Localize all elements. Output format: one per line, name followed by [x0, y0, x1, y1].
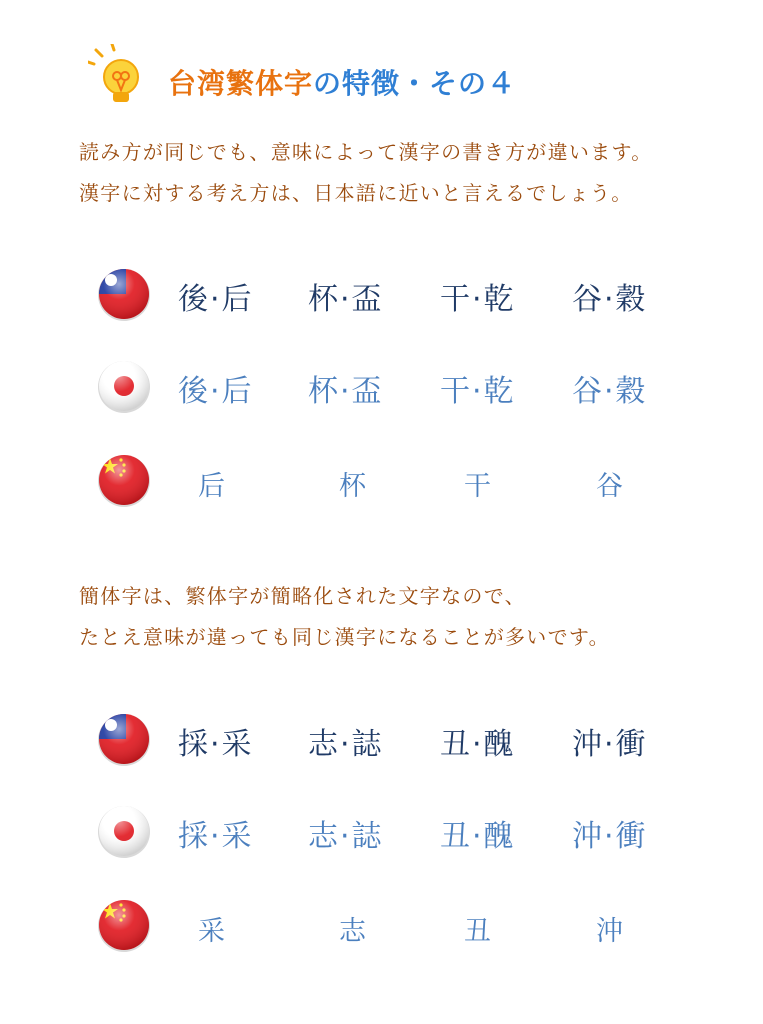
title-rest: の特徴・その４	[313, 67, 517, 100]
china-flag-icon	[96, 452, 152, 508]
glyph: 采	[198, 916, 227, 947]
glyph: 丑	[464, 916, 493, 947]
glyph-pair: 谷·穀	[572, 282, 648, 317]
taiwan-flag-icon	[96, 711, 152, 767]
glyph-pair: 干·乾	[440, 282, 516, 317]
explanation-paragraph-2	[79, 576, 610, 658]
title-highlight: 台湾繁体字	[168, 67, 314, 100]
paragraph-line: 漢字に対する考え方は、日本語に近いと言えるでしょう。	[79, 181, 633, 205]
glyph-pair: 杯·盃	[308, 374, 384, 409]
glyph-pair: 干·乾	[440, 374, 516, 409]
comparison-row-japan	[96, 803, 716, 859]
comparison-row-japan	[96, 358, 716, 414]
glyph: 干	[464, 471, 493, 502]
glyph: 后	[198, 471, 227, 502]
explanation-paragraph-1	[79, 132, 653, 214]
glyph-pair: 沖·衝	[572, 819, 648, 854]
glyph: 谷	[596, 471, 625, 502]
glyph: 志	[339, 916, 368, 947]
page-title	[168, 62, 516, 102]
glyph: 杯	[339, 471, 368, 502]
glyph-pair: 志·誌	[308, 727, 384, 762]
glyph-pair: 丑·醜	[440, 727, 516, 762]
japan-flag-icon	[96, 803, 152, 859]
glyph-pair: 後·后	[178, 282, 254, 317]
comparison-row-taiwan	[96, 711, 716, 767]
glyph-pair: 丑·醜	[440, 819, 516, 854]
lightbulb-icon	[88, 44, 152, 108]
glyph-pair: 谷·穀	[572, 374, 648, 409]
comparison-row-china	[96, 452, 716, 508]
header	[88, 44, 688, 114]
glyph-pair: 後·后	[178, 374, 254, 409]
japan-flag-icon	[96, 358, 152, 414]
china-flag-icon	[96, 897, 152, 953]
glyph: 沖	[596, 916, 625, 947]
glyph-pair: 志·誌	[308, 819, 384, 854]
taiwan-flag-icon	[96, 266, 152, 322]
glyph-pair: 沖·衝	[572, 727, 648, 762]
comparison-row-china	[96, 897, 716, 953]
glyph-pair: 杯·盃	[308, 282, 384, 317]
comparison-row-taiwan	[96, 266, 716, 322]
glyph-pair: 採·采	[178, 727, 254, 762]
paragraph-line: 簡体字は、繁体字が簡略化された文字なので、	[79, 584, 526, 608]
paragraph-line: たとえ意味が違っても同じ漢字になることが多いです。	[79, 625, 610, 649]
glyph-pair: 採·采	[178, 819, 254, 854]
paragraph-line: 読み方が同じでも、意味によって漢字の書き方が違います。	[79, 140, 653, 164]
